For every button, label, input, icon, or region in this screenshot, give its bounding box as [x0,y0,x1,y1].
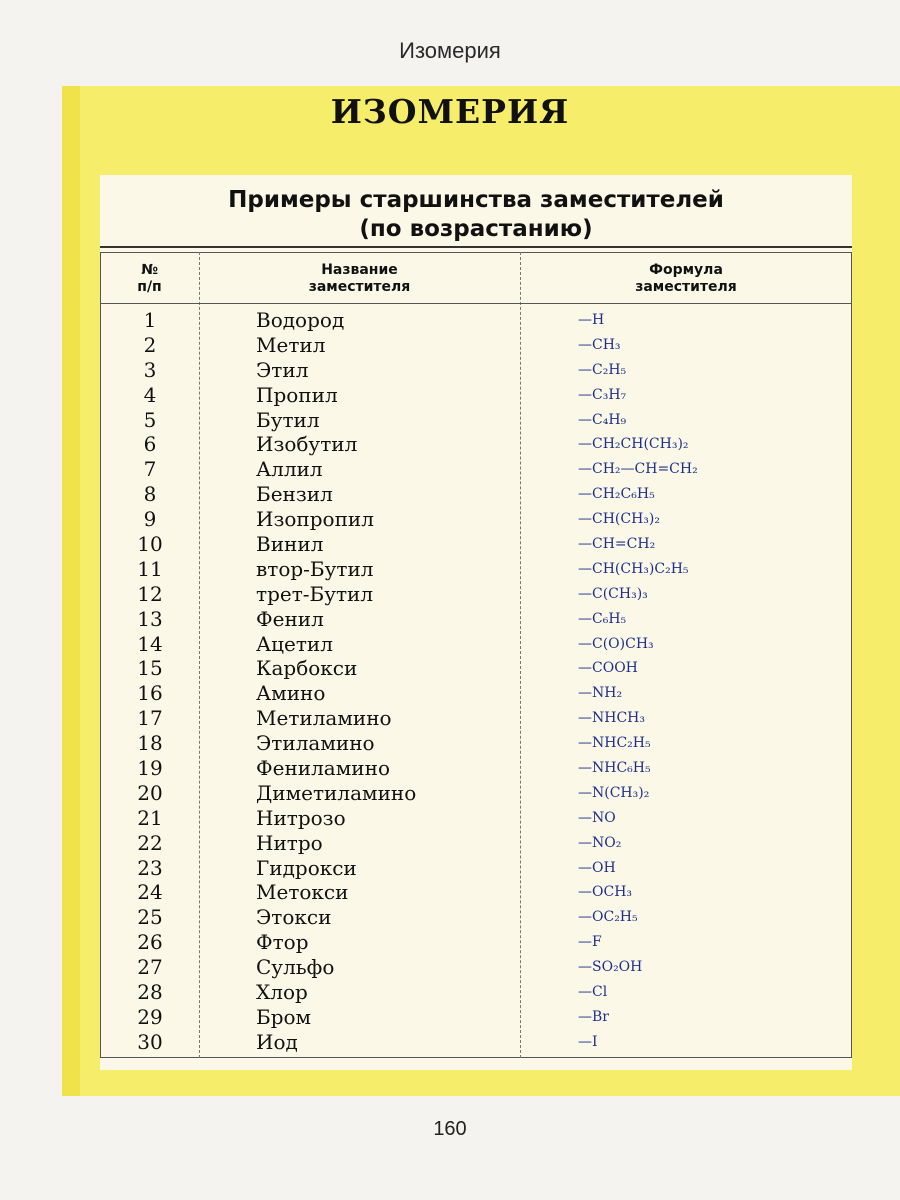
cell-formula: —CH₂CH(CH₃)₂ [578,436,689,453]
cell-formula: —CH₂—CH=CH₂ [578,461,698,478]
cell-formula: —NH₂ [578,685,623,702]
table-row [100,1005,852,1030]
table-row [100,731,852,756]
cell-num: 6 [143,432,157,457]
cell-name: Аллил [256,457,323,482]
table-row [100,507,852,532]
cell-name: Винил [256,532,324,557]
cell-formula: —OC₂H₅ [578,909,638,926]
cell-formula: —C₂H₅ [578,361,627,378]
table-row [100,656,852,681]
cell-num: 28 [137,980,163,1005]
cell-num: 26 [137,930,163,955]
cell-formula: —I [578,1033,598,1050]
cell-name: Изобутил [256,432,358,457]
table-title-line2: (по возрастанию) [359,216,593,242]
title-rule [100,246,852,248]
cell-name: Пропил [256,382,338,407]
table-row [100,980,852,1005]
cell-num: 11 [137,556,163,581]
cell-formula: —NO [578,809,616,826]
cell-num: 23 [137,855,163,880]
cell-formula: —COOH [578,660,638,677]
table-row [100,955,852,980]
band-left-edge [62,86,80,1096]
cell-name: Гидрокси [256,855,357,880]
cell-num: 27 [137,955,163,980]
cell-formula: —NO₂ [578,834,622,851]
table-row [100,1030,852,1055]
cell-name: Нитрозо [256,805,346,830]
table-row [100,308,852,333]
table-row [100,856,852,881]
cell-num: 13 [137,606,163,631]
cell-num: 29 [137,1004,163,1029]
table-row [100,582,852,607]
cell-name: Ацетил [256,631,333,656]
cell-formula: —OH [578,859,616,876]
cell-num: 12 [137,581,163,606]
chapter-title: ИЗОМЕРИЯ [330,92,570,131]
table-row [100,358,852,383]
cell-num: 15 [137,656,163,681]
table-body [100,308,852,1055]
table-row [100,557,852,582]
cell-formula: —OCH₃ [578,884,633,901]
table-row [100,756,852,781]
cell-name: Этил [256,357,309,382]
table-row [100,333,852,358]
cell-name: Изопропил [256,507,374,532]
cell-num: 16 [137,681,163,706]
cell-name: Иод [256,1029,298,1054]
column-header-name: Название заместителя [308,262,411,295]
cell-formula: —Cl [578,984,608,1001]
page-number: 160 [433,1118,467,1140]
table-row [100,457,852,482]
cell-name: Хлор [256,980,308,1005]
cell-formula: —C₃H₇ [578,386,627,403]
table-row [100,806,852,831]
cell-num: 9 [143,507,157,532]
cell-num: 30 [137,1029,163,1054]
cell-formula: —F [578,934,602,951]
running-title: Изомерия [399,38,501,63]
table-row [100,706,852,731]
cell-formula: —C(O)CH₃ [578,635,654,652]
table-row [100,383,852,408]
cell-num: 25 [137,905,163,930]
table-title-line1: Примеры старшинства заместителей [228,187,724,213]
cell-num: 5 [143,407,157,432]
cell-num: 7 [143,457,157,482]
table-row [100,681,852,706]
cell-name: Метиламино [256,706,392,731]
cell-num: 24 [137,880,163,905]
cell-formula: —CH(CH₃)C₂H₅ [578,560,689,577]
cell-name: Карбокси [256,656,358,681]
cell-name: Бром [256,1004,312,1029]
cell-name: Сульфо [256,955,335,980]
table-row [100,607,852,632]
cell-num: 19 [137,756,163,781]
cell-num: 10 [137,532,163,557]
table-row [100,880,852,905]
table-row [100,781,852,806]
cell-num: 18 [137,731,163,756]
cell-num: 20 [137,780,163,805]
cell-name: втор-Бутил [256,556,374,581]
cell-formula: —Br [578,1008,609,1025]
cell-num: 8 [143,482,157,507]
cell-formula: —CH₃ [578,336,621,353]
cell-formula: —C(CH₃)₃ [578,585,648,602]
table-row [100,905,852,930]
cell-formula: —CH(CH₃)₂ [578,511,660,528]
table-row [100,408,852,433]
cell-formula: —N(CH₃)₂ [578,784,650,801]
cell-name: Бутил [256,407,320,432]
cell-name: Фенил [256,606,324,631]
cell-num: 2 [143,332,157,357]
table-row [100,482,852,507]
cell-formula: —C₆H₅ [578,610,627,627]
cell-formula: —H [578,312,605,328]
table-row [100,532,852,557]
cell-num: 22 [137,830,163,855]
table-title [100,186,852,244]
cell-name: Амино [256,681,326,706]
cell-name: Нитро [256,830,323,855]
cell-name: Фтор [256,930,309,955]
cell-name: Фениламино [256,756,390,781]
cell-name: Водород [256,308,345,332]
cell-formula: —SO₂OH [578,959,643,976]
table-row [100,432,852,457]
cell-num: 4 [143,382,157,407]
cell-name: Бензил [256,482,333,507]
cell-formula: —NHC₂H₅ [578,735,651,752]
table-row [100,831,852,856]
cell-name: Метокси [256,880,349,905]
cell-num: 17 [137,706,163,731]
cell-num: 1 [143,308,157,332]
cell-num: 21 [137,805,163,830]
cell-formula: —NHC₆H₅ [578,760,651,777]
cell-name: трет-Бутил [256,581,374,606]
column-header-formula: Формула заместителя [635,262,737,295]
cell-name: Диметиламино [256,780,417,805]
cell-name: Этокси [256,905,332,930]
cell-formula: —C₄H₉ [578,411,627,428]
cell-name: Этиламино [256,731,375,756]
cell-name: Метил [256,332,326,357]
column-header-number: № п/п [137,262,162,295]
header-rule [100,303,852,304]
table-row [100,930,852,955]
cell-formula: —CH₂C₆H₅ [578,486,655,503]
cell-formula: —CH=CH₂ [578,536,656,553]
cell-num: 14 [137,631,163,656]
table-row [100,632,852,657]
cell-num: 3 [143,357,157,382]
cell-formula: —NHCH₃ [578,710,645,727]
